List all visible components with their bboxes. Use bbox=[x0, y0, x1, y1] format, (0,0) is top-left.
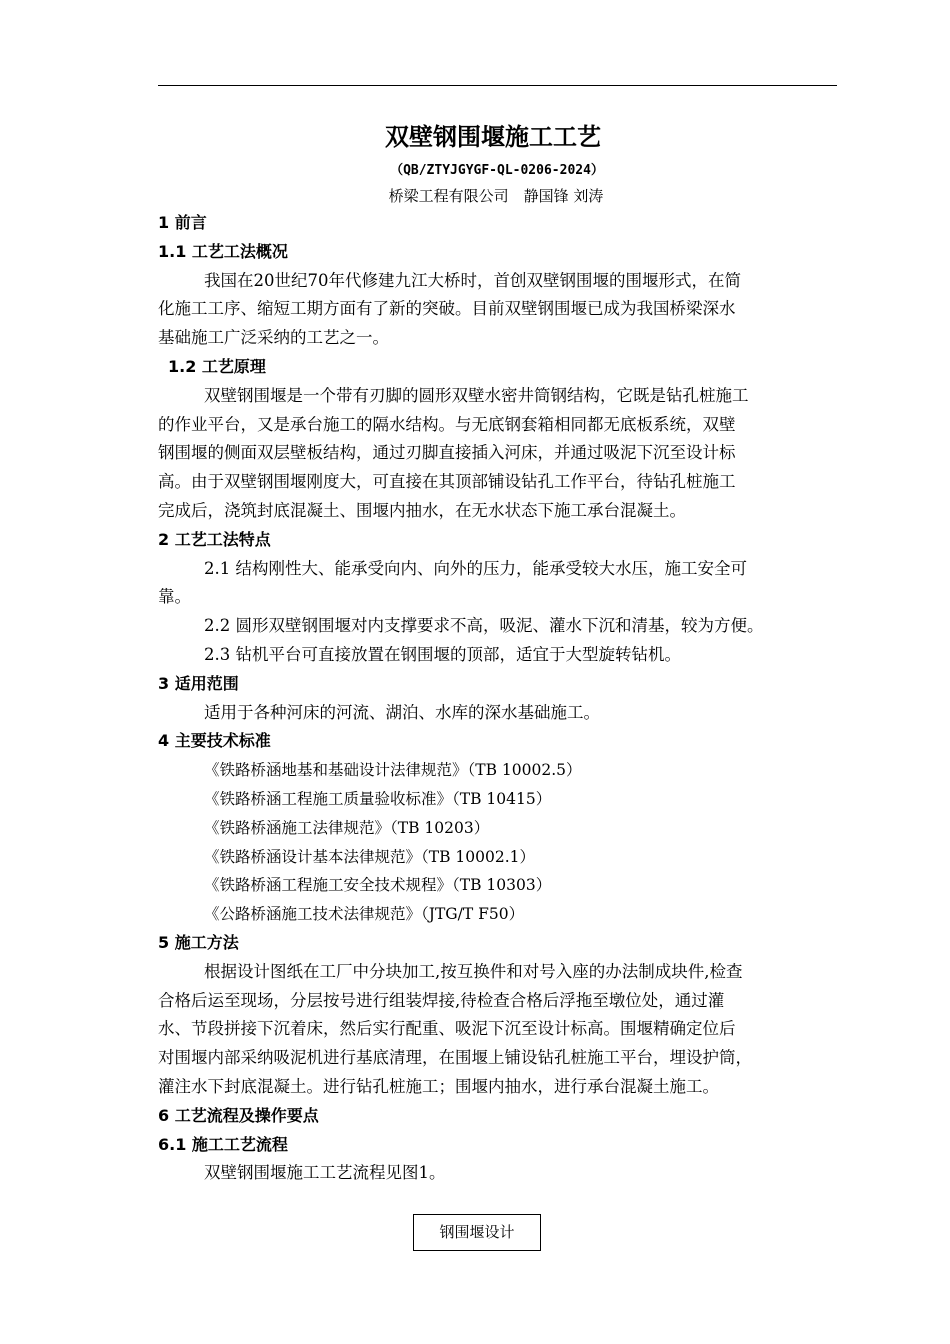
paragraph-line: 钢围堰的侧面双层壁板结构，通过刃脚直接插入河床，并通过吸泥下沉至设计标 bbox=[158, 443, 736, 463]
standard-reference: 《铁路桥涵地基和基础设计法律规范》（TB 10002.5） bbox=[204, 761, 582, 780]
heading-4-standards: 4 主要技术标准 bbox=[158, 731, 271, 751]
paragraph-line: 双壁钢围堰施工工艺流程见图1。 bbox=[204, 1163, 446, 1183]
document-code: （QB/ZTYJGYGF-QL-0206-2024） bbox=[390, 163, 604, 178]
paragraph-line: 根据设计图纸在工厂中分块加工,按互换件和对号入座的办法制成块件,检查 bbox=[204, 961, 743, 981]
paragraph-line: 对围堰内部采纳吸泥机进行基底清理，在围堰上铺设钻孔桩施工平台，埋设护筒， bbox=[158, 1048, 752, 1068]
heading-6-1-flow: 6.1 施工工艺流程 bbox=[158, 1134, 288, 1154]
document-body bbox=[158, 209, 878, 1188]
paragraph-line: 双壁钢围堰是一个带有刃脚的圆形双壁水密井筒钢结构，它既是钻孔桩施工 bbox=[204, 385, 749, 405]
paragraph-line: 2.1 结构刚性大、能承受向内、向外的压力，能承受较大水压，施工安全可 bbox=[204, 558, 747, 578]
heading-3-scope: 3 适用范围 bbox=[158, 673, 239, 693]
standard-reference: 《铁路桥涵施工法律规范》（TB 10203） bbox=[204, 818, 490, 837]
paragraph-line: 的作业平台，又是承台施工的隔水结构。与无底钢套箱相同都无底板系统，双壁 bbox=[158, 414, 736, 434]
paragraph-line: 水、节段拼接下沉着床，然后实行配重、吸泥下沉至设计标高。围堰精确定位后 bbox=[158, 1019, 736, 1039]
paragraph-line: 我国在20世纪70年代修建九江大桥时，首创双壁钢围堰的围堰形式，在简 bbox=[204, 270, 741, 290]
heading-1-2-principle: 1.2 工艺原理 bbox=[168, 356, 266, 376]
standard-reference: 《公路桥涵施工技术法律规范》（JTG/T F50） bbox=[204, 905, 525, 924]
paragraph-line: 2.2 圆形双壁钢围堰对内支撑要求不高，吸泥、灌水下沉和清基，较为方便。 bbox=[204, 616, 764, 636]
paragraph-line: 化施工工序、缩短工期方面有了新的突破。目前双壁钢围堰已成为我国桥梁深水 bbox=[158, 299, 736, 319]
paragraph-line: 靠。 bbox=[158, 587, 191, 607]
document-authors: 桥梁工程有限公司 静国锋 刘涛 bbox=[388, 187, 604, 205]
paragraph-line: 2.3 钻机平台可直接放置在钢围堰的顶部，适宜于大型旋转钻机。 bbox=[204, 644, 681, 664]
document-title: 双壁钢围堰施工工艺 bbox=[385, 123, 601, 151]
paragraph-line: 基础施工广泛采纳的工艺之一。 bbox=[158, 328, 389, 348]
flowchart-box-design: 钢围堰设计 bbox=[413, 1214, 541, 1251]
heading-6-process: 6 工艺流程及操作要点 bbox=[158, 1105, 319, 1125]
paragraph-line: 灌注水下封底混凝土。进行钻孔桩施工；围堰内抽水，进行承台混凝土施工。 bbox=[158, 1076, 719, 1096]
paragraph-line: 完成后，浇筑封底混凝土、围堰内抽水，在无水状态下施工承台混凝土。 bbox=[158, 500, 686, 520]
heading-1-preface: 1 前言 bbox=[158, 213, 207, 232]
standard-reference: 《铁路桥涵工程施工质量验收标准》（TB 10415） bbox=[204, 789, 552, 808]
heading-5-method: 5 施工方法 bbox=[158, 932, 239, 952]
heading-1-1-overview: 1.1 工艺工法概况 bbox=[158, 241, 288, 261]
standard-reference: 《铁路桥涵设计基本法律规范》（TB 10002.1） bbox=[204, 847, 536, 866]
paragraph-line: 合格后运至现场，分层按号进行组装焊接,待检查合格后浮拖至墩位处，通过灌 bbox=[158, 990, 725, 1010]
header-rule bbox=[158, 85, 837, 86]
standard-reference: 《铁路桥涵工程施工安全技术规程》（TB 10303） bbox=[204, 876, 552, 895]
heading-2-features: 2 工艺工法特点 bbox=[158, 529, 271, 549]
paragraph-line: 适用于各种河床的河流、湖泊、水库的深水基础施工。 bbox=[204, 702, 600, 722]
paragraph-line: 高。由于双壁钢围堰刚度大，可直接在其顶部铺设钻孔工作平台，待钻孔桩施工 bbox=[158, 472, 736, 492]
